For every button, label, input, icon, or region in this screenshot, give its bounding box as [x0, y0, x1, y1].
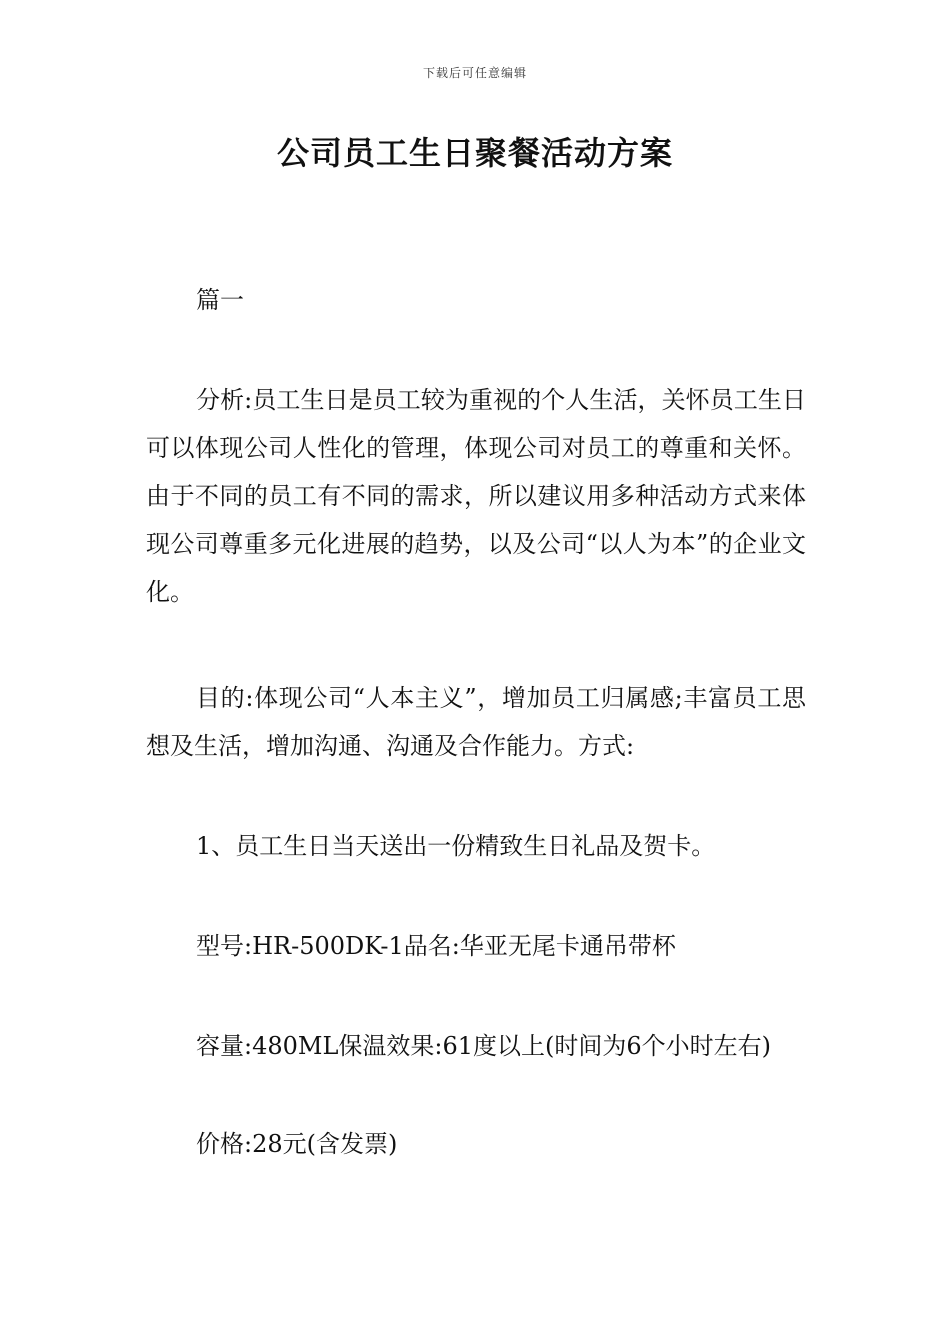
header-note: 下载后可任意编辑 [422, 66, 527, 80]
paragraph-capacity: 容量:480ML保温效果:61度以上(时间为6个小时左右) [196, 1032, 772, 1060]
paragraph-item-1: 1、员工生日当天送出一份精致生日礼品及贺卡。 [196, 832, 716, 860]
paragraph-model: 型号:HR-500DK-1品名:华亚无尾卡通吊带杯 [196, 932, 676, 960]
document-title: 公司员工生日聚餐活动方案 [276, 134, 673, 172]
paragraph-price: 价格:28元(含发票) [196, 1130, 398, 1158]
paragraph-analysis: 分析:员工生日是员工较为重视的个人生活，关怀员工生日可以体现公司人性化的管理，体现公司对员工的尊重和关怀。由于不同的员工有不同的需求，所以建议用多种活动方式来体现公司尊重多元化进展的趋势，以及公司“以人为本”的企业文化。 [146, 386, 806, 606]
section-label: 篇一 [196, 286, 244, 314]
paragraph-purpose: 目的:体现公司“人本主义”，增加员工归属感;丰富员工思想及生活，增加沟通、沟通及合作能力。方式: [146, 684, 806, 760]
